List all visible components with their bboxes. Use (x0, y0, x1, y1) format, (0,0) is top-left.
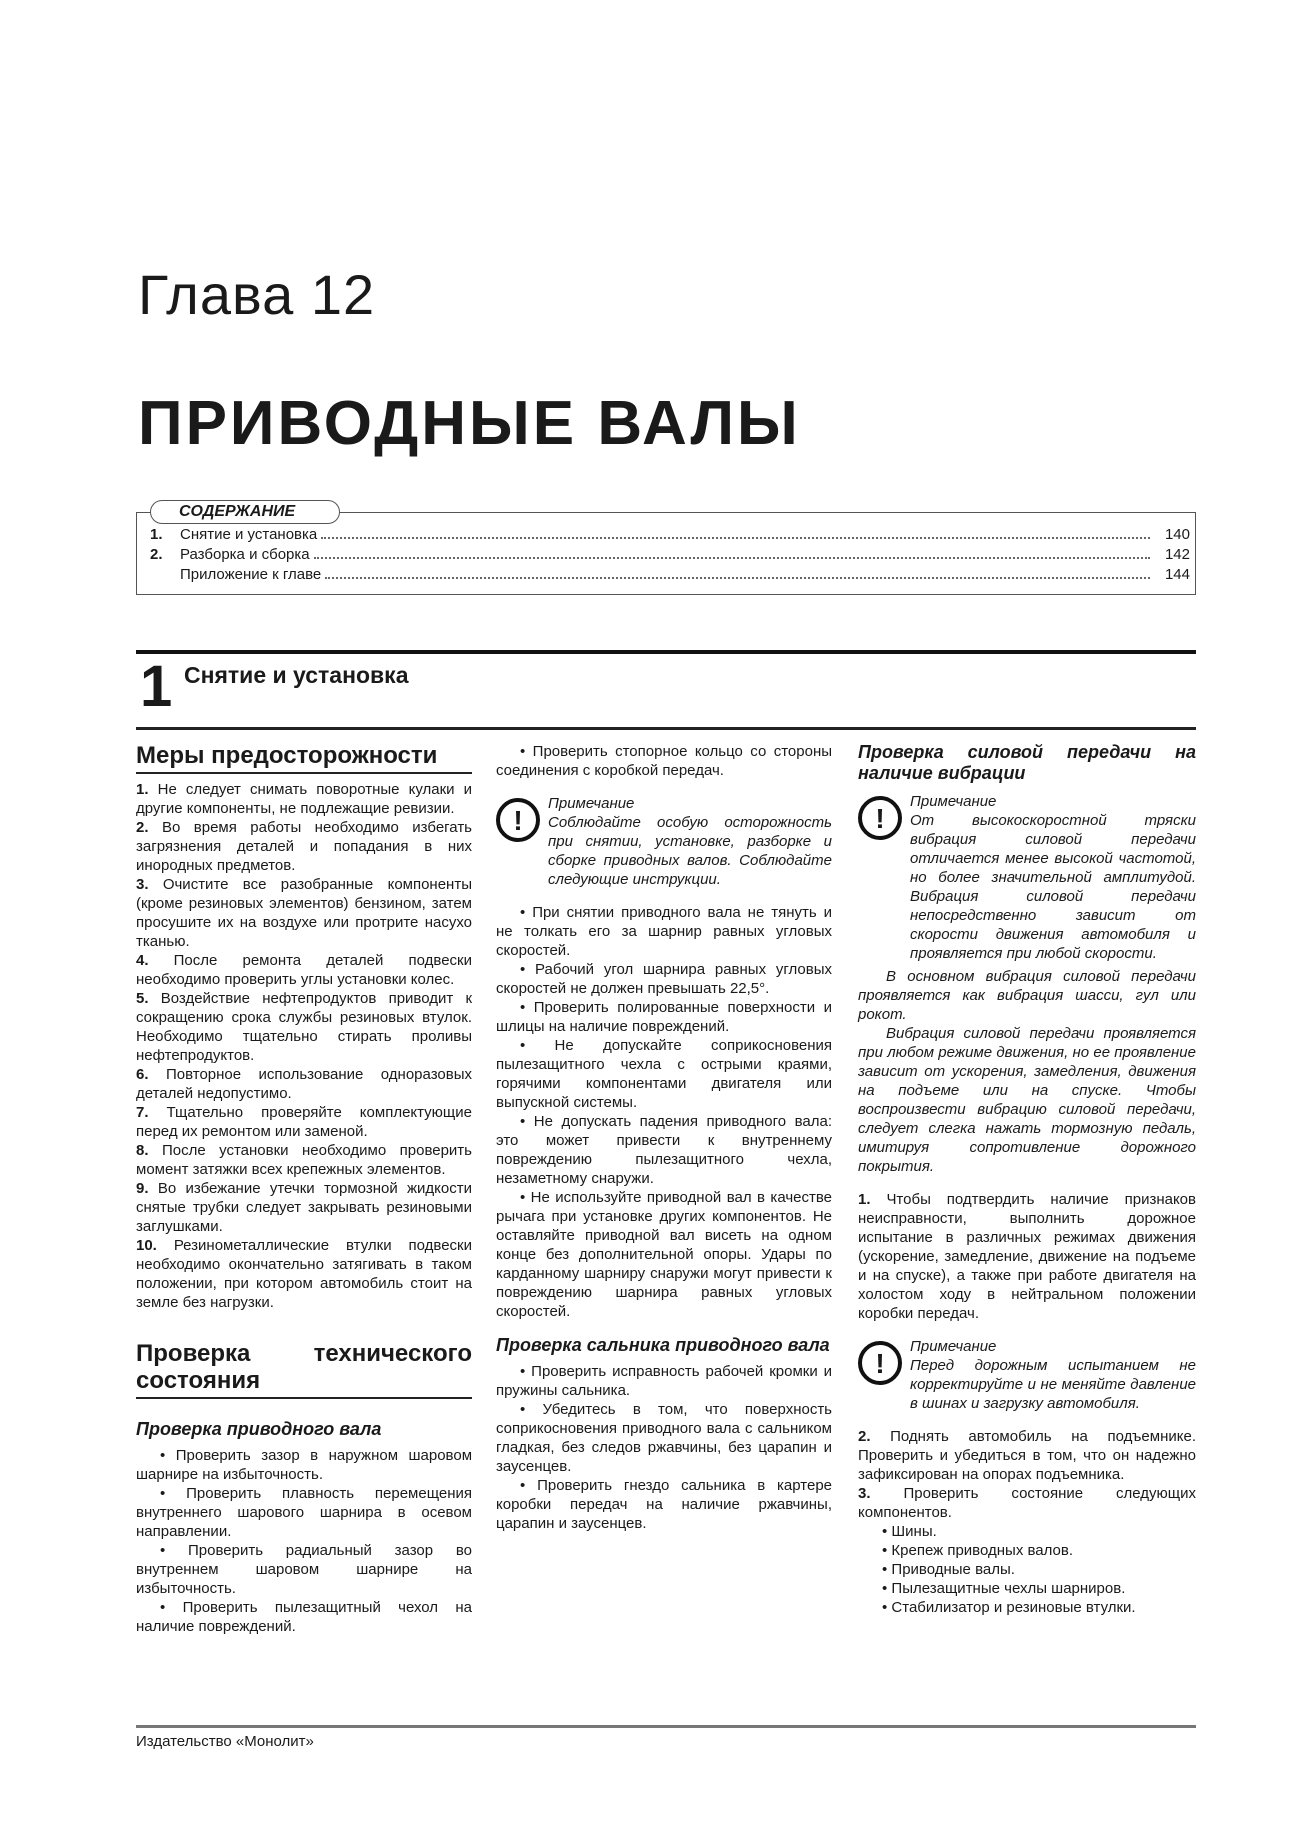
toc-item[interactable] (150, 546, 1190, 565)
list-item: 9. Во избежание утечки тормозной жидкости снятые трубки следует закрывать резиновыми заглушками. (136, 1180, 472, 1235)
footer-publisher: Издательство «Монолит» (136, 1733, 314, 1750)
toc-leader (314, 557, 1150, 559)
note-block (858, 1337, 1196, 1413)
bullet-item: • Крепеж приводных валов. (882, 1542, 1074, 1559)
step-item: 2. Поднять автомобиль на подъемнике. Проверить и убедиться в том, что он надежно зафиксирован на опорах подъемника. (858, 1428, 1196, 1483)
bullet-item: • Проверить исправность рабочей кромки и пружины сальника. (496, 1363, 833, 1399)
bullet-item: • Проверить радиальный зазор во внутреннем шаровом шарнире на избыточность. (136, 1542, 472, 1597)
subheading-seal-check: Проверка сальника приводного вала (496, 1335, 830, 1355)
section-number: 1 (140, 654, 173, 719)
subheading-driveshaft-check: Проверка приводного вала (136, 1419, 382, 1439)
toc-item[interactable] (150, 526, 1190, 545)
warning-exclamation-icon: ! (858, 796, 902, 840)
bullet-item: • Проверить плавность перемещения внутреннего шарового шарнира в осевом направлении. (136, 1485, 473, 1540)
list-item: 3. Очистите все разобранные компоненты (кроме резиновых элементов) бензином, затем просушите их на воздухе или протрите насухо тканью. (136, 876, 472, 950)
note-paragraph: В основном вибрация силовой передачи проявляется как вибрация шасси, гул или рокот. (858, 968, 1196, 1023)
toc-item[interactable] (150, 566, 1190, 585)
step-item: 1. Чтобы подтвердить наличие признаков неисправности, выполнить дорожное испытание в различных режимах движения (ускорение, замедление, движение на подъеме и на спуске), а также при работе двигателя на холостом ходу в нейтральном положении коробки передач. (858, 1191, 1196, 1322)
note-label: Примечание (910, 793, 997, 810)
note-block (858, 792, 1196, 963)
bullet-item: • Убедитесь в том, что поверхность соприкосновения приводного вала с сальником гладкая, без следов ржавчины, без царапин и заусенцев. (496, 1401, 833, 1475)
list-item: 2. Во время работы необходимо избегать загрязнения деталей и попадания в них инородных предметов. (136, 819, 472, 874)
toc-leader (325, 577, 1150, 579)
note-paragraph: Вибрация силовой передачи проявляется при любом режиме движения, но ее проявление зависит от ускорения, замедления, движения на подъеме или на спуске. Чтобы воспроизвести вибрацию силовой передачи, следует слегка нажать тормозную педаль, имитируя сопротивление дорожного покрытия. (858, 1025, 1196, 1175)
warning-exclamation-icon: ! (858, 1341, 902, 1385)
section-title: Снятие и установка (184, 662, 409, 688)
bullet-item: • Проверить стопорное кольцо со стороны соединения с коробкой передач. (496, 743, 833, 779)
bullet-item: • Проверить гнездо сальника в картере коробки передач на наличие ржавчины, царапин и заусенцев. (496, 1477, 832, 1532)
column-left (136, 742, 472, 1636)
list-item: 5. Воздействие нефтепродуктов приводит к сокращению срока службы резиновых втулок. Необходимо тщательно стирать проливы нефтепродуктов. (136, 990, 473, 1064)
bullet-item: • Проверить пылезащитный чехол на наличие повреждений. (136, 1599, 473, 1635)
list-item: 8. После установки необходимо проверить момент затяжки всех крепежных элементов. (136, 1142, 472, 1178)
bullet-item: • Не допускать падения приводного вала: это может привести к внутреннему повреждению пылезащитного чехла, незаметному снаружи. (496, 1113, 832, 1187)
footer-rule (136, 1725, 1196, 1728)
note-label: Примечание (910, 1338, 997, 1355)
list-item: 6. Повторное использование одноразовых деталей недопустимо. (136, 1066, 472, 1102)
note-text: От высокоскоростной тряски вибрация силовой передачи отличается менее высокой частотой, но более значительной амплитудой. Вибрация силовой передачи непосредственно зависит от скорости движения автомобиля и проявляется при любой скорости. (910, 812, 1196, 962)
note-text: Перед дорожным испытанием не корректируйте и не меняйте давление в шинах и загрузку автомобиля. (910, 1357, 1196, 1412)
heading-precautions: Меры предосторожности (136, 742, 472, 774)
heading-technical-check: Проверка технического состояния (136, 1340, 472, 1399)
bullet-item: • Приводные валы. (882, 1561, 1015, 1578)
toc-heading: СОДЕРЖАНИЕ (150, 500, 340, 524)
note-label: Примечание (548, 795, 635, 812)
toc-item-page: 142 (1164, 546, 1190, 563)
chapter-number: Глава 12 (138, 263, 376, 326)
subheading-vibration-check: Проверка силовой передачи на наличие вибрации (858, 742, 1196, 783)
bullet-item: • Проверить зазор в наружном шаровом шарнире на избыточность. (136, 1447, 473, 1483)
note-block (496, 794, 832, 889)
note-text: Соблюдайте особую осторожность при снятии, установке, разборке и сборке приводных валов. Соблюдайте следующие инструкции. (548, 814, 832, 888)
section-rule-top (136, 650, 1196, 654)
bullet-item: • Шины. (882, 1523, 937, 1540)
toc-leader (321, 537, 1150, 539)
list-item: 4. После ремонта деталей подвески необходимо проверить углы установки колес. (136, 952, 472, 988)
toc-item-page: 144 (1164, 566, 1190, 583)
toc-item-label: Снятие и установка (180, 526, 318, 543)
section-rule-bottom (136, 727, 1196, 730)
toc-item-label: Разборка и сборка (180, 546, 310, 563)
bullet-item: • Стабилизатор и резиновые втулки. (882, 1599, 1136, 1616)
list-item: 10. Резинометаллические втулки подвески необходимо окончательно затягивать в таком положении, при котором автомобиль стоит на земле без нагрузки. (136, 1237, 472, 1311)
warning-exclamation-icon: ! (496, 798, 540, 842)
list-item: 7. Тщательно проверяйте комплектующие перед их ремонтом или заменой. (136, 1104, 472, 1140)
column-middle (496, 742, 832, 1533)
bullet-item: • Не допускайте соприкосновения пылезащитного чехла с острыми краями, горячими компонентами двигателя или выпускной системы. (496, 1037, 832, 1111)
bullet-item: • При снятии приводного вала не тянуть и не толкать его за шарнир равных угловых скоростей. (496, 904, 833, 959)
toc-item-label: Приложение к главе (180, 566, 322, 583)
bullet-item: • Пылезащитные чехлы шарниров. (882, 1580, 1126, 1597)
bullet-item: • Проверить полированные поверхности и шлицы на наличие повреждений. (496, 999, 832, 1035)
step-item: 3. Проверить состояние следующих компонентов. (858, 1485, 1196, 1521)
bullet-item: • Не используйте приводной вал в качестве рычага при установке других компонентов. Не оставляйте приводной вал висеть на одном конце без дополнительной опоры. Удары по карданному шарниру снаружи могут привести к повреждению шарнира равных угловых скоростей. (496, 1189, 832, 1320)
column-right (858, 742, 1196, 1617)
toc-item-page: 140 (1164, 526, 1190, 543)
toc-item-number: 2. (150, 546, 163, 563)
page-title: ПРИВОДНЫЕ ВАЛЫ (138, 389, 801, 458)
bullet-item: • Рабочий угол шарнира равных угловых скоростей не должен превышать 22,5°. (496, 961, 832, 997)
list-item: 1. Не следует снимать поворотные кулаки и другие компоненты, не подлежащие ревизии. (136, 781, 472, 817)
toc-item-number: 1. (150, 526, 163, 543)
